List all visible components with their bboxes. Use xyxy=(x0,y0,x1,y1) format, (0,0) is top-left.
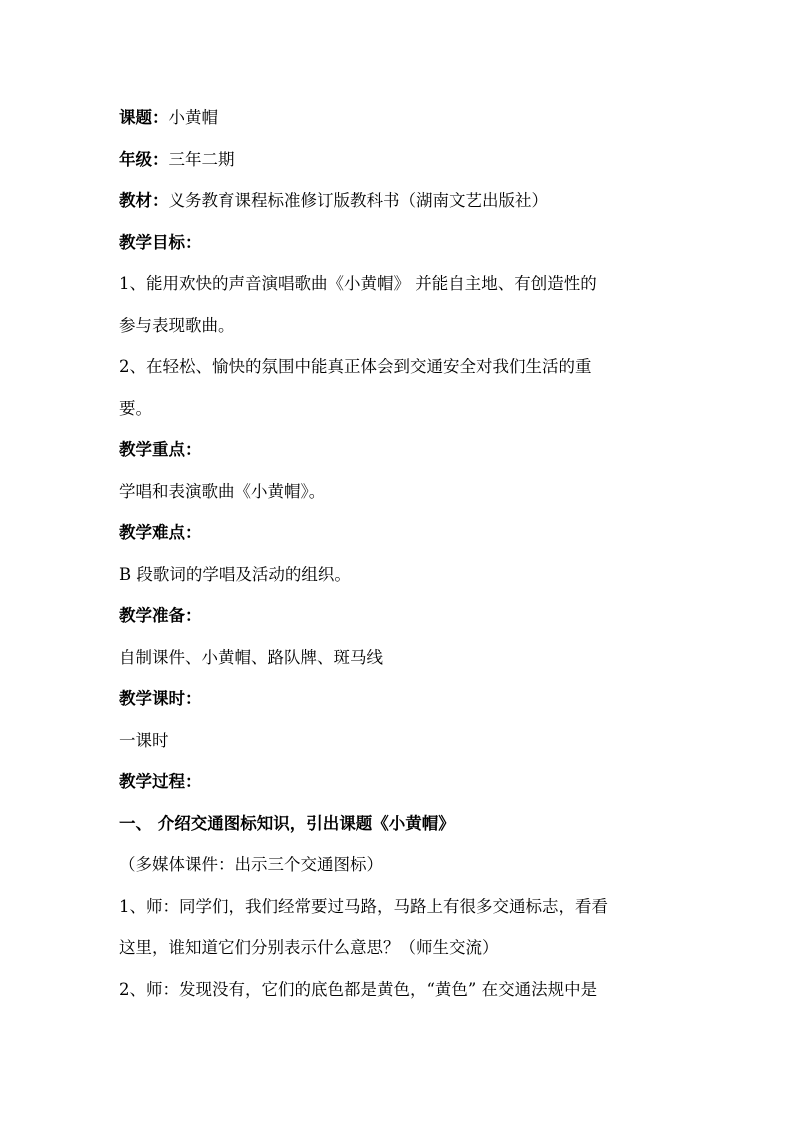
preparation-text: 自制课件、小黄帽、路队牌、斑马线 xyxy=(119,648,383,667)
process-heading: 教学过程： xyxy=(119,772,202,791)
objective-2-line-1: 2、在轻松、愉快的氛围中能真正体会到交通安全对我们生活的重 xyxy=(119,357,592,376)
key-points-text: 学唱和表演歌曲《小黄帽》。 xyxy=(119,482,326,501)
grade-line xyxy=(119,150,679,170)
duration-heading: 教学课时： xyxy=(119,689,202,708)
difficulties-text: B 段歌词的学唱及活动的组织。 xyxy=(119,565,351,584)
difficulties-heading: 教学难点： xyxy=(119,523,202,542)
topic-label: 课题： xyxy=(119,108,169,127)
topic-line xyxy=(119,108,679,128)
process-section-1-title: 一、 介绍交通图标知识，引出课题《小黄帽》 xyxy=(119,814,455,833)
step-1-line-2: 这里，谁知道它们分别表示什么意思？（师生交流） xyxy=(119,938,499,957)
key-points-heading: 教学重点： xyxy=(119,440,202,459)
step-2-line-1: 2、师：发现没有，它们的底色都是黄色，“黄色” 在交通法规中是 xyxy=(119,980,598,999)
objective-2-line-2: 要。 xyxy=(119,399,152,418)
objective-1-line-1: 1、能用欢快的声音演唱歌曲《小黄帽》 并能自主地、有创造性的 xyxy=(119,274,597,293)
grade-label: 年级： xyxy=(119,150,169,169)
preparation-heading: 教学准备： xyxy=(119,606,202,625)
grade-value: 三年二期 xyxy=(168,150,235,169)
duration-text: 一课时 xyxy=(119,731,169,750)
topic-value: 小黄帽 xyxy=(168,108,218,127)
textbook-label: 教材： xyxy=(119,191,169,210)
step-1-line-1: 1、师：同学们，我们经常要过马路，马路上有很多交通标志，看看 xyxy=(119,897,608,916)
media-note: （多媒体课件：出示三个交通图标） xyxy=(119,855,383,874)
textbook-value: 义务教育课程标准修订版教科书（湖南文艺出版社） xyxy=(168,191,548,210)
objective-1-line-2: 参与表现歌曲。 xyxy=(119,316,235,335)
objectives-heading: 教学目标： xyxy=(119,233,202,252)
textbook-line xyxy=(119,191,679,211)
